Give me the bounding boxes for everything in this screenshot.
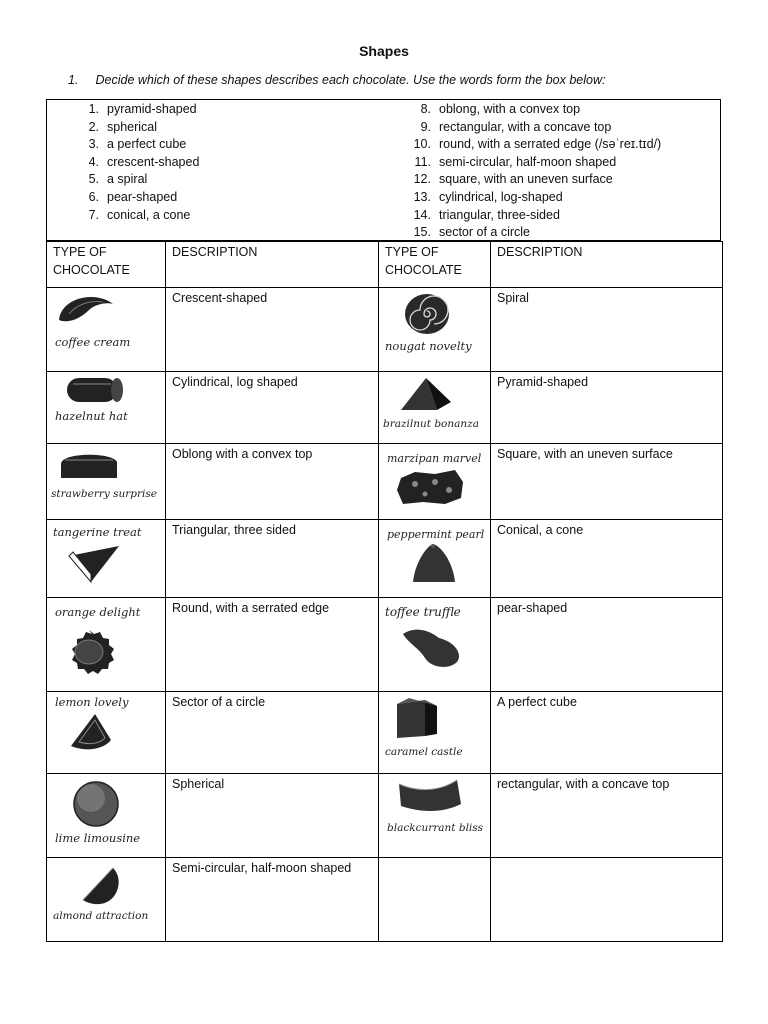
description-cell: Semi-circular, half-moon shaped: [166, 858, 379, 942]
list-item: 15. sector of a circle: [413, 225, 531, 240]
chocolate-cell: [47, 858, 166, 942]
table-row: [47, 774, 723, 858]
chocolate-cell: [47, 444, 166, 520]
empty-cell: [379, 858, 491, 942]
description-cell: Conical, a cone: [491, 520, 723, 598]
chocolate-table: [46, 241, 723, 942]
empty-cell: [491, 858, 723, 942]
uneven-square-chocolate-icon: [395, 468, 467, 508]
list-item: 7. conical, a cone: [88, 207, 191, 222]
cube-chocolate-icon: [393, 696, 441, 742]
crescent-chocolate-icon: [55, 290, 117, 330]
description-cell: Triangular, three sided: [166, 520, 379, 598]
chocolate-cell: [47, 774, 166, 858]
table-header-row: [47, 242, 723, 288]
list-item: 12. square, with an uneven surface: [413, 172, 613, 187]
log-chocolate-icon: [61, 374, 125, 406]
description-cell: Cylindrical, log shaped: [166, 372, 379, 444]
table-row: [47, 858, 723, 942]
pyramid-chocolate-icon: [397, 376, 455, 414]
description-cell: Oblong with a convex top: [166, 444, 379, 520]
serrated-round-chocolate-icon: [63, 628, 115, 676]
description-cell: Spiral: [491, 288, 723, 372]
header-type-b: TYPE OF CHOCOLATE: [379, 242, 491, 288]
list-item: 8. oblong, with a convex top: [420, 102, 581, 116]
table-row: [47, 288, 723, 372]
pear-chocolate-icon: [399, 624, 465, 668]
header-desc-b: DESCRIPTION: [491, 242, 723, 288]
oblong-chocolate-icon: [57, 448, 123, 484]
list-item: 6. pear-shaped: [88, 189, 178, 204]
list-item: 1. pyramid-shaped: [88, 102, 197, 116]
list-item: 13. cylindrical, log-shaped: [413, 189, 563, 204]
chocolate-label: caramel castle: [385, 746, 463, 758]
chocolate-label: hazelnut hat: [55, 409, 128, 423]
chocolate-cell: [379, 692, 491, 774]
chocolate-label: orange delight: [55, 605, 141, 619]
list-item: 4. crescent-shaped: [88, 154, 200, 169]
sphere-chocolate-icon: [71, 780, 121, 828]
description-cell: A perfect cube: [491, 692, 723, 774]
description-cell: Sector of a circle: [166, 692, 379, 774]
chocolate-label: tangerine treat: [53, 525, 142, 539]
chocolate-cell: [379, 444, 491, 520]
table-row: [47, 372, 723, 444]
chocolate-cell: [47, 520, 166, 598]
description-cell: pear-shaped: [491, 598, 723, 692]
description-cell: Round, with a serrated edge: [166, 598, 379, 692]
description-cell: Spherical: [166, 774, 379, 858]
description-cell: Square, with an uneven surface: [491, 444, 723, 520]
sector-chocolate-icon: [67, 712, 115, 752]
description-cell: rectangular, with a concave top: [491, 774, 723, 858]
chocolate-label: toffee truffle: [385, 605, 461, 619]
chocolate-label: nougat novelty: [385, 339, 472, 353]
chocolate-label: almond attraction: [53, 910, 149, 922]
table-row: [47, 444, 723, 520]
chocolate-label: lime limousine: [55, 831, 141, 845]
word-list-left: [69, 101, 199, 224]
chocolate-cell: [379, 774, 491, 858]
chocolate-cell: [47, 598, 166, 692]
word-list-right: [401, 101, 661, 242]
triangle-chocolate-icon: [67, 544, 127, 586]
concave-rect-chocolate-icon: [395, 776, 465, 814]
list-item: 11. semi-circular, half-moon shaped: [414, 154, 617, 169]
instruction-number: 1.: [68, 73, 79, 87]
list-item: 3. a perfect cube: [88, 137, 187, 152]
description-cell: Crescent-shaped: [166, 288, 379, 372]
chocolate-cell: [47, 288, 166, 372]
chocolate-cell: [47, 372, 166, 444]
chocolate-label: peppermint pearl: [387, 528, 485, 541]
page-title: Shapes: [359, 43, 409, 59]
chocolate-cell: [47, 692, 166, 774]
table-row: [47, 692, 723, 774]
chocolate-label: brazilnut bonanza: [383, 418, 479, 430]
list-item: 14. triangular, three-sided: [413, 207, 560, 222]
instruction-text: Decide which of these shapes describes each chocolate. Use the words form the box below:: [95, 73, 606, 87]
list-item: 10. round, with a serrated edge (/səˈreɪ.tɪd/): [413, 137, 662, 152]
chocolate-label: marzipan marvel: [387, 452, 482, 465]
table-row: [47, 520, 723, 598]
word-box: [46, 99, 721, 241]
list-item: 2. spherical: [88, 119, 158, 134]
half-moon-chocolate-icon: [73, 864, 123, 906]
list-item: 9. rectangular, with a concave top: [420, 119, 612, 134]
cone-chocolate-icon: [409, 542, 459, 586]
chocolate-cell: [379, 520, 491, 598]
chocolate-cell: [379, 598, 491, 692]
chocolate-label: lemon lovely: [55, 695, 129, 709]
chocolate-label: coffee cream: [55, 335, 131, 349]
list-item: 5. a spiral: [88, 172, 148, 187]
header-desc-a: DESCRIPTION: [166, 242, 379, 288]
chocolate-label: strawberry surprise: [51, 488, 157, 500]
chocolate-cell: [379, 288, 491, 372]
spiral-chocolate-icon: [403, 292, 453, 338]
chocolate-label: blackcurrant bliss: [387, 822, 484, 834]
instruction: [68, 73, 605, 87]
table-row: [47, 598, 723, 692]
chocolate-cell: [379, 372, 491, 444]
header-type-a: TYPE OF CHOCOLATE: [47, 242, 166, 288]
description-cell: Pyramid-shaped: [491, 372, 723, 444]
